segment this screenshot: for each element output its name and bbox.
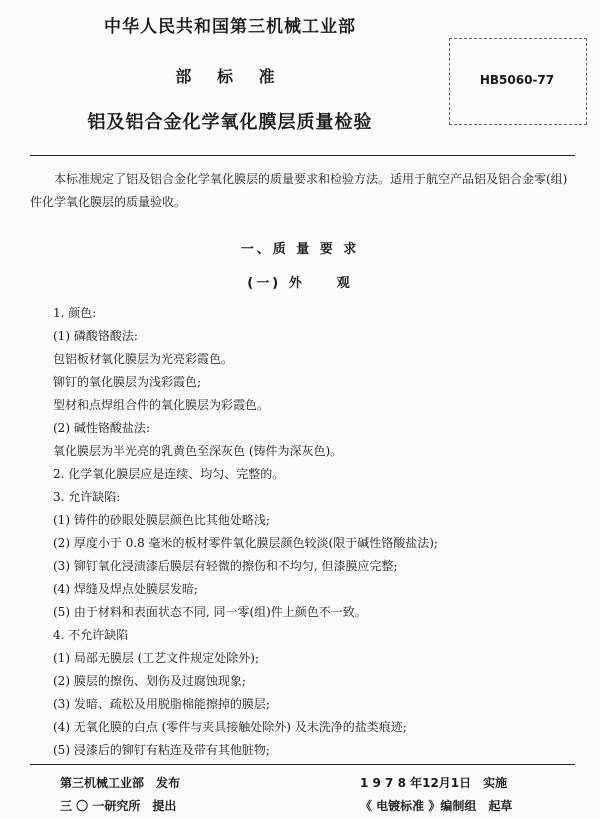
effective-date: 1 9 7 8 年12月1日 实施 [360,776,508,790]
list-line: (5) 由于材料和表面状态不同, 同一零(组)件上颜色不一致。 [53,605,367,619]
list-line: (3) 铆钉氧化浸渍漆后膜层有轻微的擦伤和不均匀, 但漆膜应完整; [53,559,398,573]
list-line: 1. 颜色: [53,306,97,320]
list-line: (3) 发暗、疏松及用脱脂棉能擦掉的膜层; [53,697,270,711]
proposer: 三 〇 一研究所 提出 [60,799,177,813]
document-title: 铝及铝合金化学氧化膜层质量检验 [87,112,373,133]
list-line: (4) 焊缝及焊点处膜层发暗; [53,582,198,596]
drafter: 《 电镀标准 》编制组 起草 [360,799,513,813]
section-heading: 一、质 量 要 求 [240,242,360,257]
list-line: 2. 化学氧化膜层应是连续、均匀、完整的。 [53,467,285,481]
list-line: (1) 磷酸铬酸法: [53,329,138,343]
intro-paragraph: 本标准规定了铝及铝合金化学氧化膜层的质量要求和检验方法。适用于航空产品铝及铝合金零(组)件化学氧化膜层的质量验收。 [30,172,568,209]
list-line: (2) 碱性铬酸盐法: [53,421,150,435]
list-line: 型材和点焊组合件的氧化膜层为彩霞色。 [53,398,270,412]
list-line: (1) 铸件的砂眼处膜层颜色比其他处略浅; [53,513,270,527]
subsection-heading: (一) 外 观 [247,276,353,291]
list-line: 铆钉的氧化膜层为浅彩霞色; [53,375,202,389]
list-line: 氧化膜层为半光亮的乳黄色至深灰色 (铸件为深灰色)。 [53,444,343,458]
list-line: (2) 膜层的擦伤、划伤及过腐蚀现象; [53,674,246,688]
standard-type: 部 标 准 [175,67,285,86]
list-line: (4) 无氧化膜的白点 (零件与夹具接触处除外) 及未洗净的盐类痕迹; [53,720,407,734]
list-line: (2) 厚度小于 0.8 毫米的板材零件氧化膜层颜色较淡(限于碱性铬酸盐法); [53,536,438,550]
top-rule [30,155,575,156]
bottom-rule [30,764,575,765]
list-line: (5) 浸漆后的铆钉有粘连及带有其他脏物; [53,743,270,757]
issuer: 第三机械工业部 发布 [60,776,181,790]
ministry-header: 中华人民共和国第三机械工业部 [104,17,356,37]
standard-code: HB5060-77 [479,73,555,87]
list-line: 4. 不允许缺陷 [53,628,129,642]
list-line: (1) 局部无膜层 (工艺文件规定处除外); [53,651,260,665]
list-line: 包铝板材氧化膜层为光亮彩霞色。 [53,352,234,366]
list-line: 3. 允许缺陷: [53,490,121,504]
